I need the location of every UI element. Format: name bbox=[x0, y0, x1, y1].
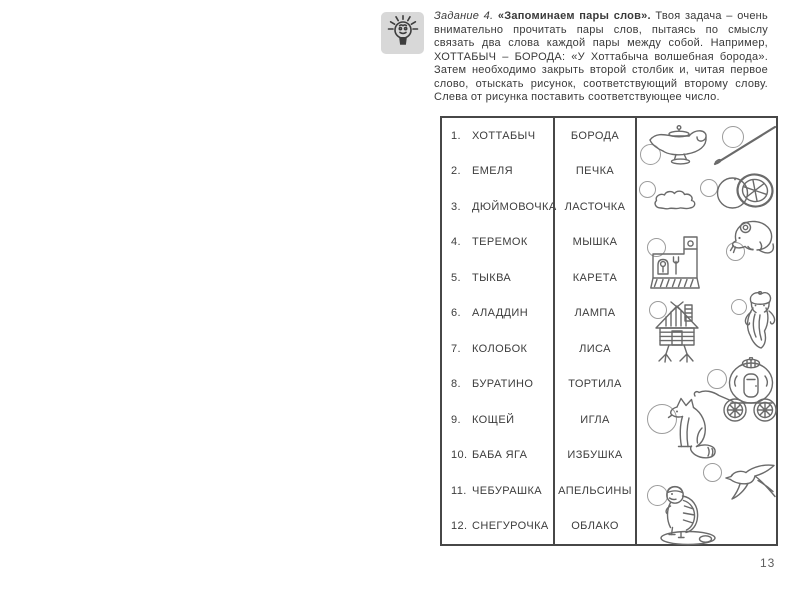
pair-number: 1. bbox=[451, 129, 461, 142]
pair-second-word: ТОРТИЛА bbox=[568, 378, 622, 391]
pair-first-word: АЛАДДИН bbox=[472, 307, 529, 320]
pair-second-word: ЛАСТОЧКА bbox=[564, 200, 626, 213]
pair-first-word: КОЩЕЙ bbox=[472, 413, 515, 426]
oranges-drawing bbox=[715, 171, 774, 212]
table-row bbox=[442, 189, 557, 225]
pair-number: 4. bbox=[451, 236, 461, 249]
pictures-column bbox=[635, 118, 776, 544]
pair-number: 11. bbox=[451, 484, 467, 497]
table-row bbox=[442, 225, 557, 261]
turtle-drawing bbox=[659, 482, 718, 546]
column-first-words bbox=[442, 118, 557, 544]
task-text bbox=[434, 10, 768, 105]
pair-second-word: БОРОДА bbox=[570, 129, 620, 142]
table-row bbox=[442, 154, 557, 190]
pair-number: 10. bbox=[451, 449, 468, 462]
old-man-with-beard-drawing bbox=[743, 291, 777, 350]
cloud-drawing bbox=[652, 188, 699, 211]
lightbulb-icon bbox=[385, 15, 421, 51]
pair-first-word: ТЫКВА bbox=[472, 271, 512, 284]
pair-second-word: ПЕЧКА bbox=[575, 165, 615, 178]
answer-circle bbox=[703, 463, 722, 482]
pair-first-word: ЕМЕЛЯ bbox=[472, 165, 513, 178]
pair-number: 8. bbox=[451, 378, 461, 391]
pair-second-word: ЛАМПА bbox=[574, 307, 616, 320]
fox-drawing bbox=[664, 396, 718, 460]
pair-first-word: ДЮЙМОВОЧКА bbox=[472, 200, 557, 213]
pair-first-word: ХОТТАБЫЧ bbox=[472, 129, 536, 142]
pair-number: 5. bbox=[451, 271, 461, 284]
table-row bbox=[442, 331, 557, 367]
task-title: «Запоминаем пары слов». bbox=[497, 10, 651, 22]
pair-number: 2. bbox=[451, 165, 461, 178]
pair-second-word: КАРЕТА bbox=[572, 271, 618, 284]
pair-second-word: ИГЛА bbox=[580, 413, 610, 426]
pair-second-word: ИЗБУШКА bbox=[567, 449, 623, 462]
table-row bbox=[442, 473, 557, 509]
pair-number: 7. bbox=[451, 342, 461, 355]
needle-drawing bbox=[711, 123, 779, 167]
task-label: Задание 4. bbox=[434, 10, 494, 22]
table-row bbox=[442, 296, 557, 332]
oil-lamp-drawing bbox=[647, 123, 711, 165]
column-second-words bbox=[553, 118, 635, 544]
swallow-drawing bbox=[723, 463, 778, 502]
table-row bbox=[442, 260, 557, 296]
table-row bbox=[442, 367, 557, 403]
task-body: Твоя задача – очень внимательно прочитать пары слов, пытаясь по смыслу связать два слова каждой пары между собой. Например, ХОТТАБЫЧ – БОРОДА: «У Хоттабыча волшебная борода». Затем необходимо закрыть второй столбик и, читая первое слово, отыскать рисунок, соответствующий второму слову. Слева от рисунка поставить соответствующее число. bbox=[434, 10, 768, 103]
mouse-drawing bbox=[729, 214, 776, 259]
pair-number: 9. bbox=[451, 413, 461, 426]
table-row bbox=[442, 509, 557, 545]
table-row bbox=[442, 118, 557, 154]
table-row bbox=[442, 402, 557, 438]
pair-first-word: СНЕГУРОЧКА bbox=[472, 520, 549, 533]
pair-number: 12. bbox=[451, 520, 468, 533]
page-number: 13 bbox=[760, 556, 776, 570]
table-row bbox=[442, 438, 557, 474]
pair-second-word: ЛИСА bbox=[579, 342, 611, 355]
lightbulb-idea-icon bbox=[381, 12, 424, 54]
pair-first-word: БУРАТИНО bbox=[472, 378, 534, 391]
pair-second-word: АПЕЛЬСИНЫ bbox=[558, 484, 632, 497]
pair-number: 3. bbox=[451, 200, 461, 213]
pair-number: 6. bbox=[451, 307, 461, 320]
pair-first-word: БАБА ЯГА bbox=[472, 449, 528, 462]
pair-second-word: ОБЛАКО bbox=[571, 520, 619, 533]
pair-first-word: ЧЕБУРАШКА bbox=[472, 484, 542, 497]
pair-second-word: МЫШКА bbox=[572, 236, 618, 249]
pairs-table bbox=[440, 116, 778, 546]
pair-first-word: КОЛОБОК bbox=[472, 342, 528, 355]
stove-drawing bbox=[650, 235, 700, 292]
pair-first-word: ТЕРЕМОК bbox=[472, 236, 528, 249]
hut-on-chicken-legs-drawing bbox=[654, 300, 700, 364]
